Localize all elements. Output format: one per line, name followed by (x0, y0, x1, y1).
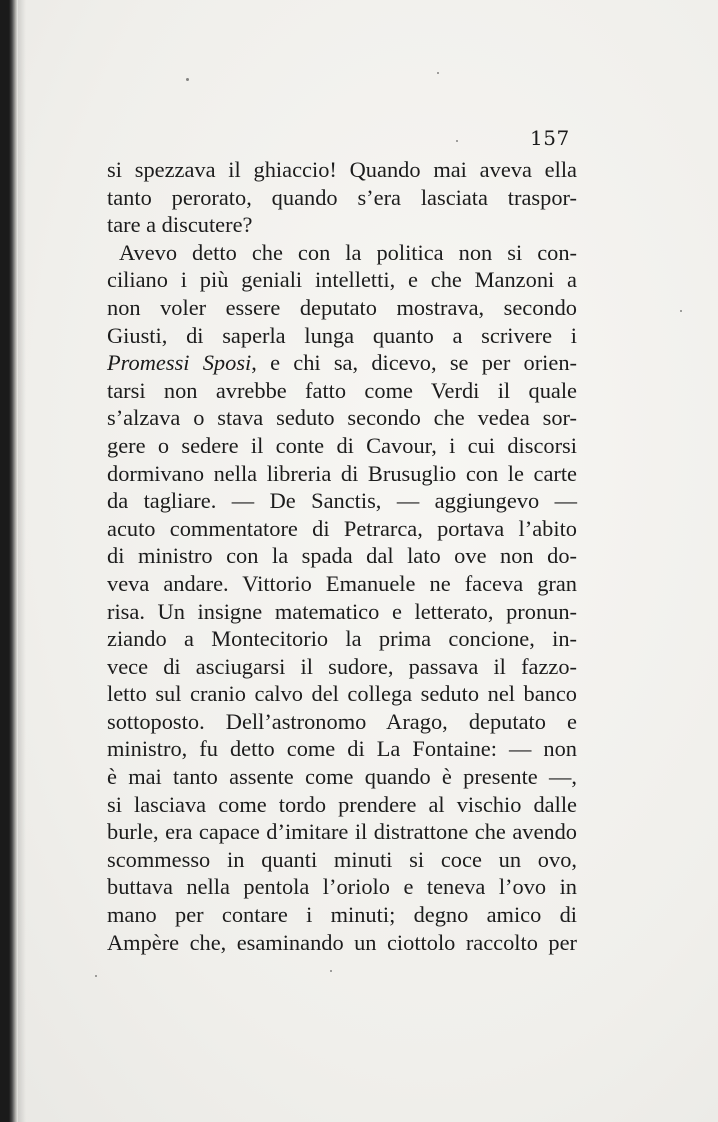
text-line: sottoposto. Dell’astronomo Arago, deputato e (107, 708, 577, 734)
paper-speck (95, 975, 97, 977)
text-line: tarsi non avrebbe fatto come Verdi il quale (107, 377, 577, 403)
text-line: risa. Un insigne matematico e letterato, pronun- (107, 598, 577, 624)
paragraph-1 (107, 156, 577, 239)
body-text (107, 156, 577, 956)
text-line: burle, era capace d’imitare il distrattone che avendo (107, 819, 577, 845)
text-line: acuto commentatore di Petrarca, portava l’abito (107, 515, 577, 541)
paper-speck (456, 140, 458, 142)
text-line: ziando a Montecitorio la prima concione, in- (107, 626, 577, 652)
paragraph-2 (107, 239, 577, 956)
text-line: letto sul cranio calvo del collega seduto nel banco (107, 681, 577, 707)
text-line: Giusti, di saperla lunga quanto a scrivere i (107, 322, 577, 348)
text-line: buttava nella pentola l’oriolo e teneva l’ovo in (107, 874, 577, 900)
paper-speck (680, 310, 682, 312)
text-line: vece di asciugarsi il sudore, passava il fazzo- (107, 653, 577, 679)
paper-speck (437, 72, 439, 74)
text-line: tare a discutere? (107, 212, 253, 238)
paper-speck (330, 970, 332, 972)
page-number: 157 (530, 126, 570, 150)
text-line: non voler essere deputato mostrava, secondo (107, 294, 577, 320)
binding-shadow (18, 0, 26, 1122)
text-line: mano per contare i minuti; degno amico di (107, 902, 577, 928)
book-title-italic: Promessi Sposi (107, 350, 252, 376)
book-binding-edge (0, 0, 18, 1122)
text-line-with-title: Promessi Sposi, e chi sa, dicevo, se per orien- (107, 350, 577, 376)
text-line: è mai tanto assente come quando è presente —, (107, 764, 577, 790)
text-line: da tagliare. — De Sanctis, — aggiungevo — (107, 488, 577, 514)
text-line: veva andare. Vittorio Emanuele ne faceva gran (107, 570, 577, 596)
text-line: si spezzava il ghiaccio! Quando mai aveva ella (107, 157, 577, 182)
text-line: di ministro con la spada dal lato ove non do- (107, 543, 577, 569)
text-line: ciliano i più geniali intelletti, e che Manzoni a (107, 267, 577, 293)
text-line: si lasciava come tordo prendere al vischio dalle (107, 791, 577, 817)
text-line: gere o sedere il conte di Cavour, i cui discorsi (107, 432, 577, 458)
text-line: scommesso in quanti minuti si coce un ovo, (107, 846, 577, 872)
text-line: s’alzava o stava seduto secondo che vedea sor- (107, 405, 577, 431)
text-line: tanto perorato, quando s’era lasciata traspor- (107, 184, 577, 210)
paper-speck (186, 78, 189, 81)
text-line: dormivano nella libreria di Brusuglio con le carte (107, 460, 577, 486)
text-line: ministro, fu detto come di La Fontaine: — non (107, 736, 577, 762)
text-line: Avevo detto che con la politica non si con- (119, 239, 577, 265)
text-line: Ampère che, esaminando un ciottolo raccolto per (107, 929, 577, 955)
